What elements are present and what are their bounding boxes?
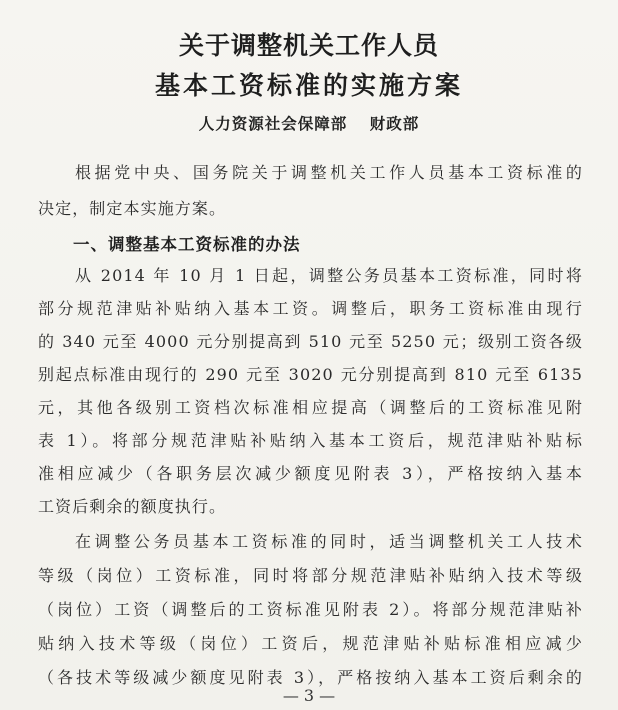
p2-line-2: 等级（岗位）工资标准，同时将部分规范津贴补贴纳入技术等级 [38,566,583,585]
p1-line-7: 准相应减少（各职务层次减少额度见附表 3），严格按纳入基本 [38,464,583,483]
p1-line-6: 表 1）。将部分规范津贴补贴纳入基本工资后，规范津贴补贴标 [38,431,583,450]
intro-line-2: 决定，制定本实施方案。 [38,199,227,218]
section-1-heading: 一、调整基本工资标准的办法 [73,235,301,254]
page-number: — 3 — [282,686,336,705]
p2-line-3: （岗位）工资（调整后的工资标准见附表 2）。将部分规范津贴补 [38,600,583,619]
document-title-line-2: 基本工资标准的实施方案 [154,71,463,100]
p1-line-1: 从 2014 年 10 月 1 日起，调整公务员基本工资标准，同时将 [75,266,583,285]
p2-line-5: （各技术等级减少额度见附表 3），严格按纳入基本工资后剩余的 [38,668,583,687]
intro-line-1: 根据党中央、国务院关于调整机关工作人员基本工资标准的 [75,163,583,182]
p1-line-8: 工资后剩余的额度执行。 [38,497,227,516]
issuer-mohrss: 人力资源社会保障部 [198,114,348,133]
document-title-line-1: 关于调整机关工作人员 [178,31,439,60]
issuer-mof: 财政部 [369,114,420,133]
p1-line-5: 元，其他各级别工资档次标准相应提高（调整后的工资标准见附 [38,398,583,417]
issuing-authorities [0,112,618,134]
p1-line-3: 的 340 元至 4000 元分别提高到 510 元至 5250 元；级别工资各级 [38,332,583,351]
p2-line-4: 贴纳入技术等级（岗位）工资后，规范津贴补贴标准相应减少 [38,634,583,653]
p1-line-2: 部分规范津贴补贴纳入基本工资。调整后，职务工资标准由现行 [38,299,583,318]
p1-line-4: 别起点标准由现行的 290 元至 3020 元分别提高到 810 元至 6135 [38,365,583,384]
p2-line-1: 在调整公务员基本工资标准的同时，适当调整机关工人技术 [75,532,583,551]
